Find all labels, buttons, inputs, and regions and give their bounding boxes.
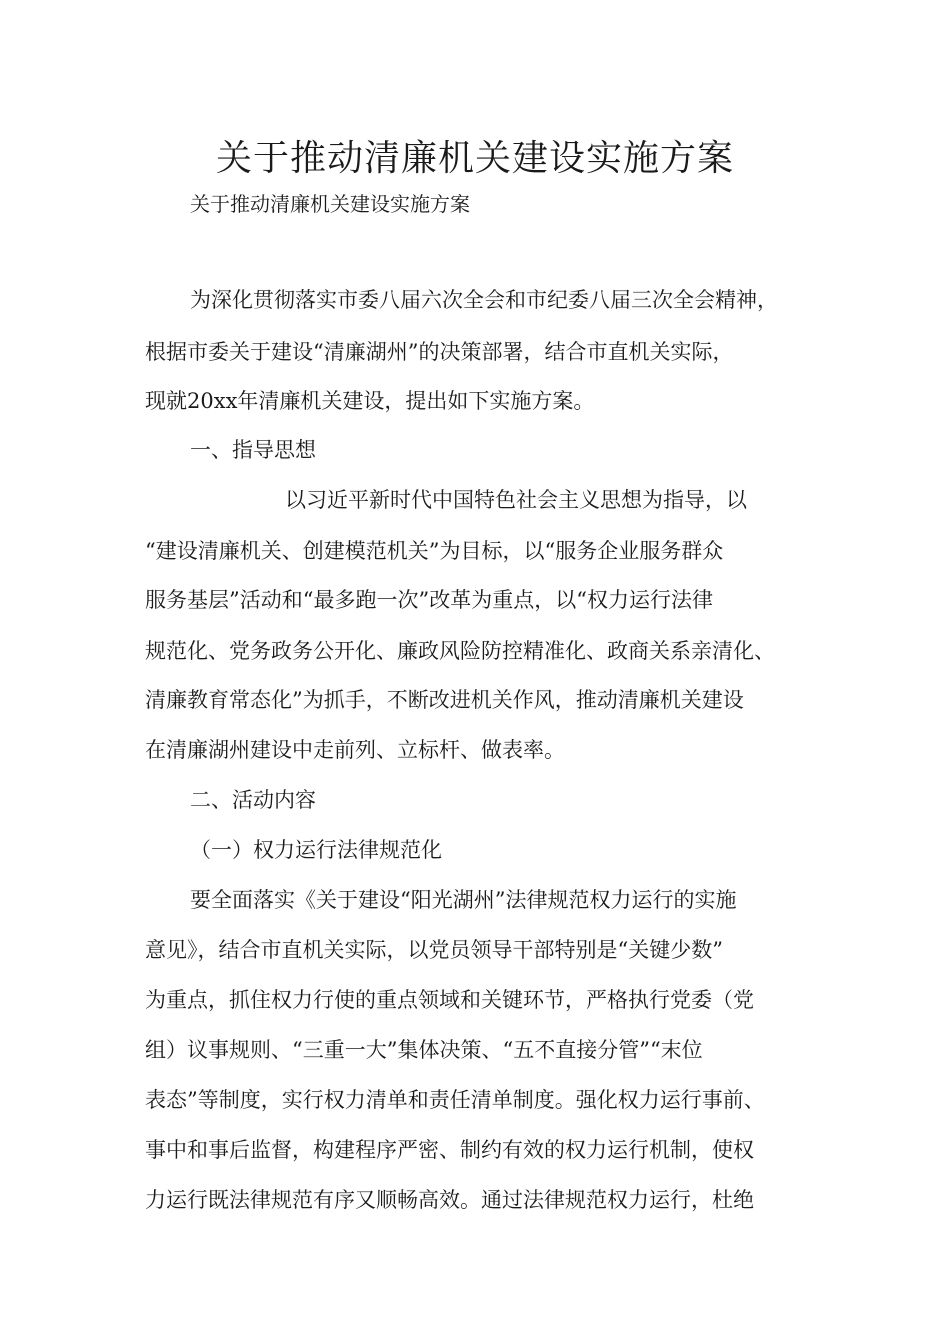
guiding-line: 清廉教育常态化”为抓手，不断改进机关作风，推动清廉机关建设 bbox=[145, 688, 744, 712]
content-line: 组）议事规则、“三重一大”集体决策、“五不直接分管”“末位 bbox=[145, 1038, 703, 1062]
guiding-line: 以习近平新时代中国特色社会主义思想为指导，以 bbox=[285, 488, 747, 512]
intro-line: 根据市委关于建设“清廉湖州”的决策部署，结合市直机关实际， bbox=[145, 340, 734, 364]
document-title: 关于推动清廉机关建设实施方案 bbox=[215, 138, 734, 179]
section-heading-content: 二、活动内容 bbox=[190, 788, 316, 812]
guiding-line: 服务基层”活动和“最多跑一次”改革为重点，以“权力运行法律 bbox=[145, 588, 713, 612]
intro-line: 现就20xx年清廉机关建设，提出如下实施方案。 bbox=[145, 389, 595, 413]
subsection-heading: （一）权力运行法律规范化 bbox=[190, 838, 442, 862]
document-subtitle: 关于推动清廉机关建设实施方案 bbox=[190, 192, 470, 216]
guiding-line: 规范化、党务政务公开化、廉政风险防控精准化、政商关系亲清化、 bbox=[145, 639, 775, 663]
content-line: 事中和事后监督，构建程序严密、制约有效的权力运行机制，使权 bbox=[145, 1138, 754, 1162]
intro-line: 为深化贯彻落实市委八届六次全会和市纪委八届三次全会精神， bbox=[190, 288, 778, 312]
content-line: 力运行既法律规范有序又顺畅高效。通过法律规范权力运行，杜绝 bbox=[145, 1188, 754, 1212]
guiding-line: 在清廉湖州建设中走前列、立标杆、做表率。 bbox=[145, 738, 565, 762]
content-line: 意见》，结合市直机关实际，以党员领导干部特别是“关键少数” bbox=[145, 938, 723, 962]
content-line: 要全面落实《关于建设“阳光湖州”法律规范权力运行的实施 bbox=[190, 888, 737, 912]
section-heading-guiding: 一、指导思想 bbox=[190, 438, 316, 462]
guiding-line: “建设清廉机关、创建模范机关”为目标，以“服务企业服务群众 bbox=[145, 539, 724, 563]
content-line: 表态”等制度，实行权力清单和责任清单制度。强化权力运行事前、 bbox=[145, 1088, 765, 1112]
content-line: 为重点，抓住权力行使的重点领域和关键环节，严格执行党委（党 bbox=[145, 988, 754, 1012]
